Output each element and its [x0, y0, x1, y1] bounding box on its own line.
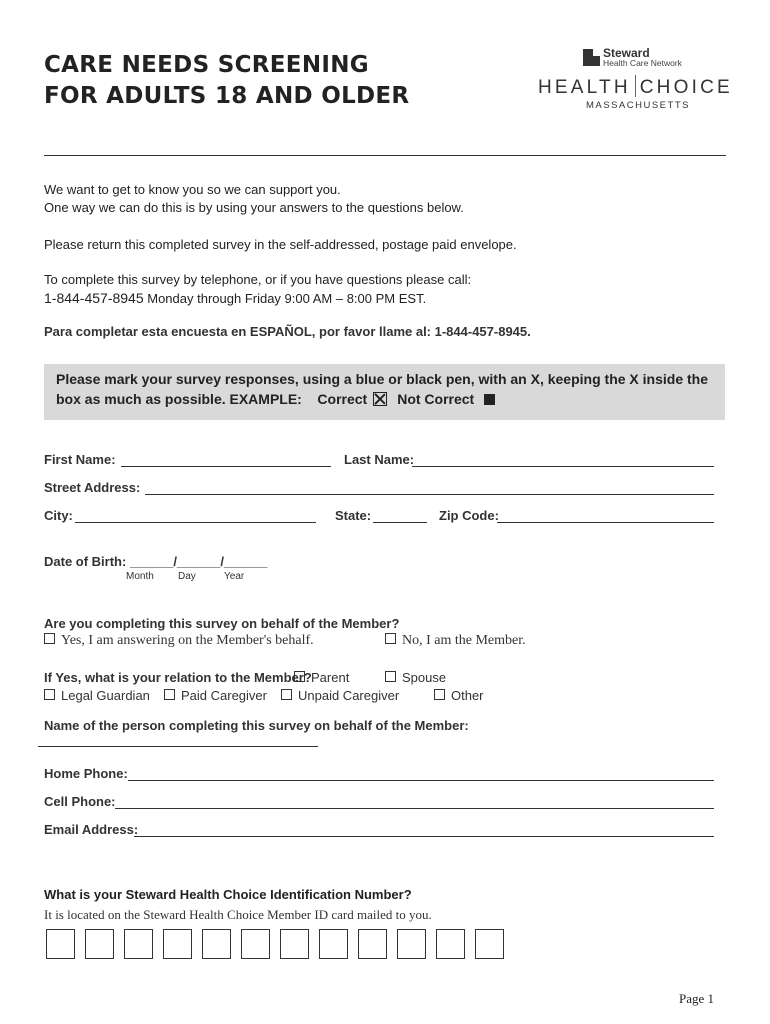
- phone-line: [44, 289, 426, 308]
- cell-phone-label: Cell Phone:: [44, 794, 116, 809]
- id-digit-box[interactable]: [319, 929, 348, 959]
- date-of-birth-field[interactable]: Date of Birth: ______/______/______: [44, 554, 268, 569]
- option-unpaid-caregiver[interactable]: [281, 688, 399, 703]
- correct-label: Correct: [317, 391, 368, 407]
- health-choice-logo: [538, 75, 733, 99]
- checkbox-legal-guardian[interactable]: [44, 689, 55, 700]
- checkbox-other[interactable]: [434, 689, 445, 700]
- id-digit-box[interactable]: [202, 929, 231, 959]
- option-unpaid-caregiver-label: Unpaid Caregiver: [298, 688, 400, 703]
- intro-line-2: One way we can do this is by using your answers to the questions below.: [44, 200, 464, 215]
- option-legal-guardian[interactable]: [44, 688, 150, 703]
- option-yes[interactable]: [44, 633, 314, 649]
- id-digit-box[interactable]: [475, 929, 504, 959]
- first-name-field[interactable]: [121, 452, 331, 467]
- instructions-line-2: [56, 391, 495, 407]
- email-label: Email Address:: [44, 822, 139, 837]
- street-address-field[interactable]: [145, 480, 714, 495]
- id-question: What is your Steward Health Choice Identification Number?: [44, 887, 412, 902]
- option-other[interactable]: [434, 688, 484, 703]
- logo-network: Health Care Network: [603, 58, 682, 68]
- checkbox-spouse[interactable]: [385, 671, 396, 682]
- checkbox-parent[interactable]: [294, 671, 305, 682]
- title-line-1: CARE NEEDS SCREENING: [44, 52, 369, 78]
- spanish-note: Para completar esta encuesta en ESPAÑOL, por favor llame al: 1-844-457-8945.: [44, 324, 531, 339]
- example-label: box as much as possible. EXAMPLE:: [56, 391, 302, 407]
- checkbox-yes[interactable]: [44, 633, 55, 644]
- option-parent-label: Parent: [311, 670, 350, 685]
- option-no-label: No, I am the Member.: [402, 633, 526, 648]
- zip-code-field[interactable]: [497, 508, 714, 523]
- option-spouse-label: Spouse: [402, 670, 447, 685]
- home-phone-label: Home Phone:: [44, 766, 128, 781]
- behalf-name-field[interactable]: [38, 732, 318, 747]
- instructions-box: [44, 364, 725, 420]
- logo-brand: Steward: [603, 46, 650, 60]
- phone-intro: To complete this survey by telephone, or if you have questions please call:: [44, 272, 472, 287]
- intro-line-1: We want to get to know you so we can support you.: [44, 182, 341, 197]
- relation-question: If Yes, what is your relation to the Member?: [44, 670, 312, 685]
- state-field[interactable]: [373, 508, 427, 523]
- instructions-line-1: Please mark your survey responses, using a blue or black pen, with an X, keeping the X inside the: [56, 371, 708, 387]
- cell-phone-field[interactable]: [115, 794, 714, 809]
- id-digit-box[interactable]: [163, 929, 192, 959]
- id-digit-box[interactable]: [280, 929, 309, 959]
- street-address-label: Street Address:: [44, 480, 141, 495]
- page-title: [44, 50, 409, 112]
- first-name-label: First Name:: [44, 452, 116, 467]
- id-digit-box[interactable]: [46, 929, 75, 959]
- id-digit-box[interactable]: [358, 929, 387, 959]
- filled-box-icon: [484, 394, 495, 405]
- logo-divider: [635, 75, 636, 97]
- city-field[interactable]: [75, 508, 316, 523]
- header-divider: [44, 155, 726, 156]
- behalf-question: Are you completing this survey on behalf of the Member?: [44, 616, 400, 631]
- id-digit-box[interactable]: [436, 929, 465, 959]
- steward-logo-icon: [583, 49, 600, 66]
- dob-year-label: Year: [224, 571, 245, 582]
- id-digit-box[interactable]: [85, 929, 114, 959]
- behalf-name-prompt: Name of the person completing this survey on behalf of the Member:: [44, 718, 469, 733]
- checkbox-paid-caregiver[interactable]: [164, 689, 175, 700]
- email-field[interactable]: [134, 822, 714, 837]
- not-correct-label: Not Correct: [397, 391, 475, 407]
- id-digit-box[interactable]: [124, 929, 153, 959]
- title-line-2: FOR ADULTS 18 AND OLDER: [44, 83, 410, 109]
- last-name-field[interactable]: [412, 452, 714, 467]
- city-label: City:: [44, 508, 73, 523]
- option-spouse[interactable]: [385, 670, 446, 685]
- logo-choice: CHOICE: [639, 77, 733, 98]
- home-phone-field[interactable]: [128, 766, 714, 781]
- checkbox-no[interactable]: [385, 633, 396, 644]
- logo-health: HEALTH: [538, 77, 631, 98]
- last-name-label: Last Name:: [344, 452, 415, 467]
- id-note: It is located on the Steward Health Choice Member ID card mailed to you.: [44, 907, 432, 922]
- state-label: State:: [335, 508, 372, 523]
- option-parent[interactable]: [294, 670, 349, 685]
- id-digit-box[interactable]: [241, 929, 270, 959]
- return-note: Please return this completed survey in the self-addressed, postage paid envelope.: [44, 237, 517, 252]
- zip-code-label: Zip Code:: [439, 508, 499, 523]
- option-legal-guardian-label: Legal Guardian: [61, 688, 150, 703]
- dob-day-label: Day: [178, 571, 196, 582]
- logo-state: MASSACHUSETTS: [586, 100, 690, 111]
- phone-number: 1-844-457-8945: [44, 290, 144, 306]
- id-digit-box[interactable]: [397, 929, 426, 959]
- option-other-label: Other: [451, 688, 484, 703]
- option-yes-label: Yes, I am answering on the Member's behalf.: [61, 633, 314, 648]
- page-number: Page 1: [679, 991, 715, 1006]
- dob-month-label: Month: [126, 571, 154, 582]
- phone-hours: Monday through Friday 9:00 AM – 8:00 PM EST.: [143, 291, 427, 306]
- checkbox-unpaid-caregiver[interactable]: [281, 689, 292, 700]
- option-paid-caregiver[interactable]: [164, 688, 267, 703]
- option-no[interactable]: [385, 633, 526, 649]
- option-paid-caregiver-label: Paid Caregiver: [181, 688, 267, 703]
- checked-box-icon: [373, 392, 387, 406]
